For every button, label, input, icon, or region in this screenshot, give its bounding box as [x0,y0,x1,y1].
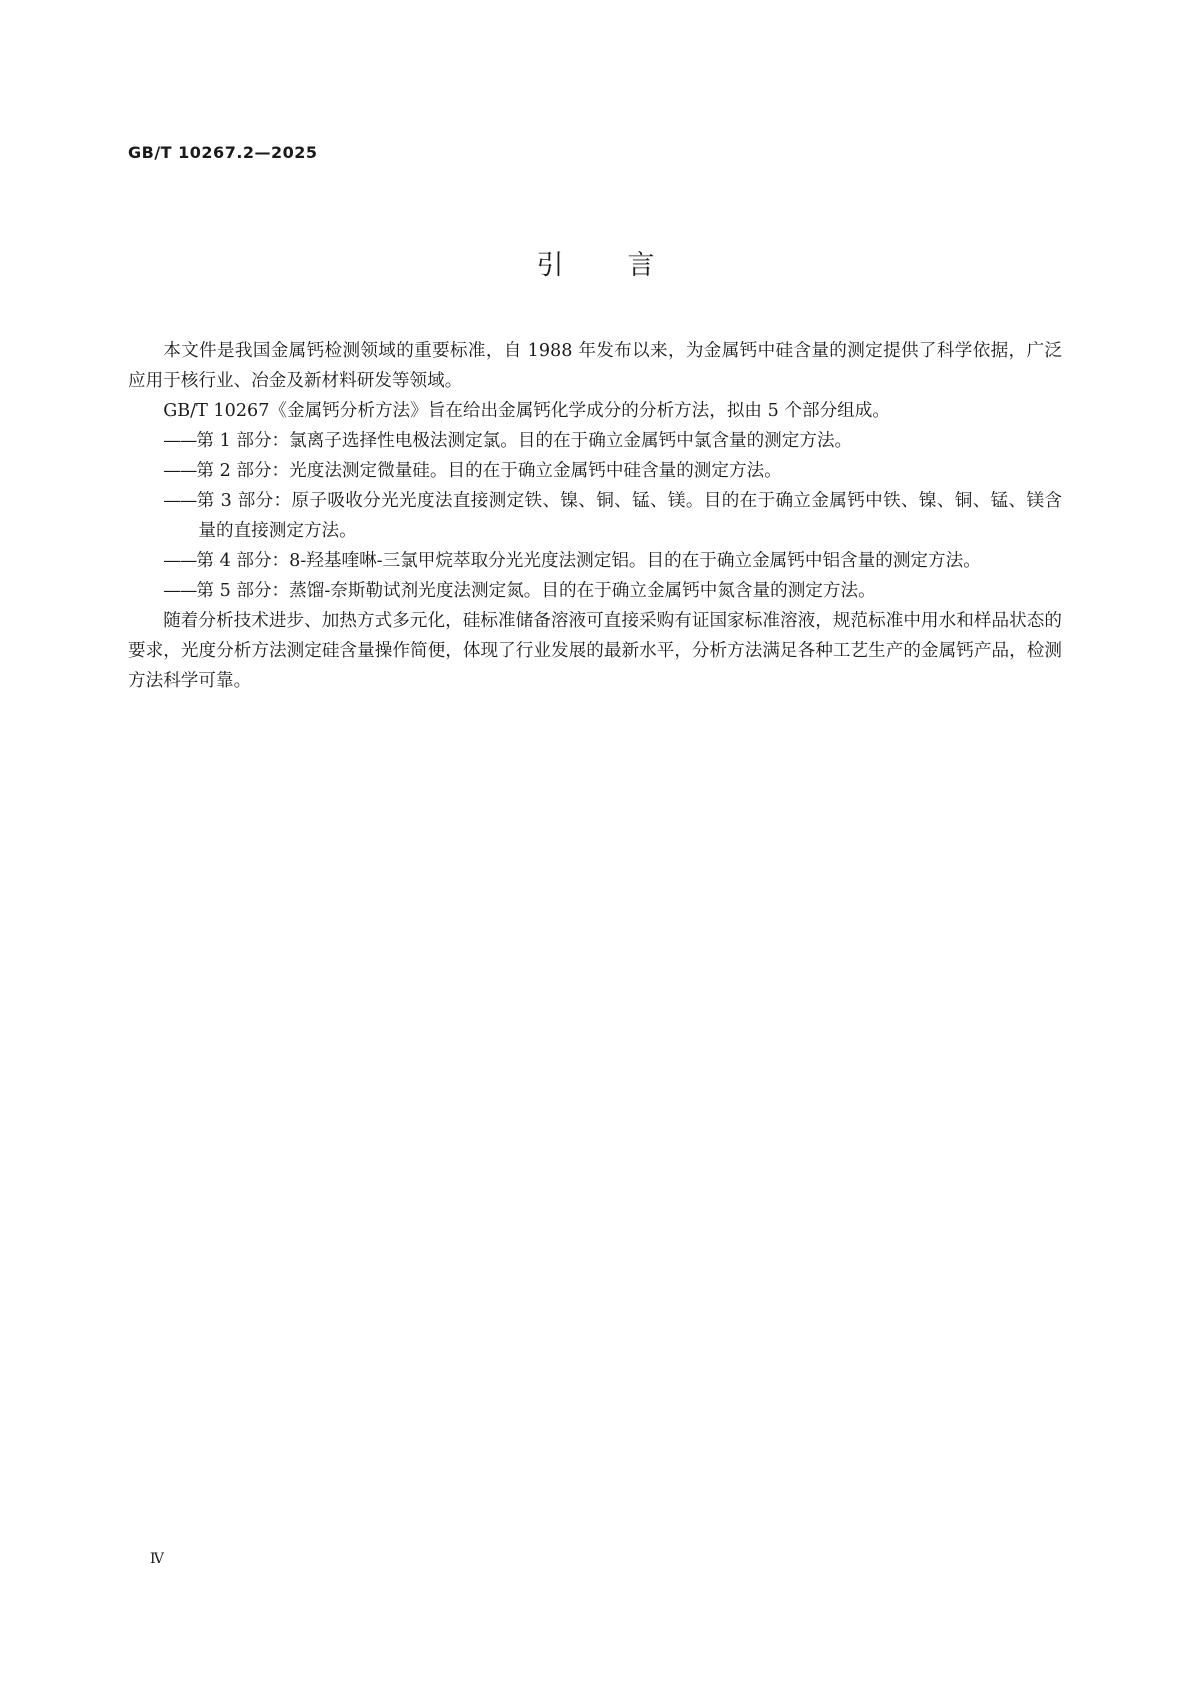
part-list-item [128,486,1062,546]
part-2-text: 第 2 部分：光度法测定微量硅。目的在于确立金属钙中硅含量的测定方法。 [196,461,782,481]
list-dash: —— [163,461,197,481]
part-list-item [128,456,1062,486]
intro-paragraph-3: 随着分析技术进步、加热方式多元化，硅标准储备溶液可直接采购有证国家标准溶液，规范标准中用水和样品状态的要求，光度分析方法测定硅含量操作简便，体现了行业发展的最新水平，分析方法满足各种工艺生产的金属钙产品，检测方法科学可靠。 [128,611,1062,691]
page-number: Ⅳ [150,1551,164,1567]
list-dash: —— [163,581,197,601]
page-title: 引言 [536,250,719,281]
part-5-text: 第 5 部分：蒸馏-奈斯勒试剂光度法测定氮。目的在于确立金属钙中氮含量的测定方法。 [196,581,876,601]
part-list-item [128,546,1062,576]
part-3-text: 第 3 部分：原子吸收分光光度法直接测定铁、镍、铜、锰、镁。目的在于确立金属钙中铁、镍、铜、锰、镁含量的直接测定方法。 [196,491,1062,541]
introduction-body [128,336,1062,696]
list-dash: —— [163,551,197,571]
part-1-text: 第 1 部分：氯离子选择性电极法测定氯。目的在于确立金属钙中氯含量的测定方法。 [196,431,853,451]
standard-code: GB/T 10267.2—2025 [128,143,318,162]
list-dash: —— [163,491,197,511]
part-4-text: 第 4 部分：8-羟基喹啉-三氯甲烷萃取分光光度法测定铝。目的在于确立金属钙中铝含量的测定方法。 [196,551,981,571]
intro-paragraph-2: GB/T 10267《金属钙分析方法》旨在给出金属钙化学成分的分析方法，拟由 5 个部分组成。 [163,401,890,421]
list-dash: —— [163,431,197,451]
intro-paragraph-1: 本文件是我国金属钙检测领域的重要标准，自 1988 年发布以来，为金属钙中硅含量的测定提供了科学依据，广泛应用于核行业、冶金及新材料研发等领域。 [128,341,1062,391]
part-list-item [128,426,1062,456]
part-list-item [128,576,1062,606]
